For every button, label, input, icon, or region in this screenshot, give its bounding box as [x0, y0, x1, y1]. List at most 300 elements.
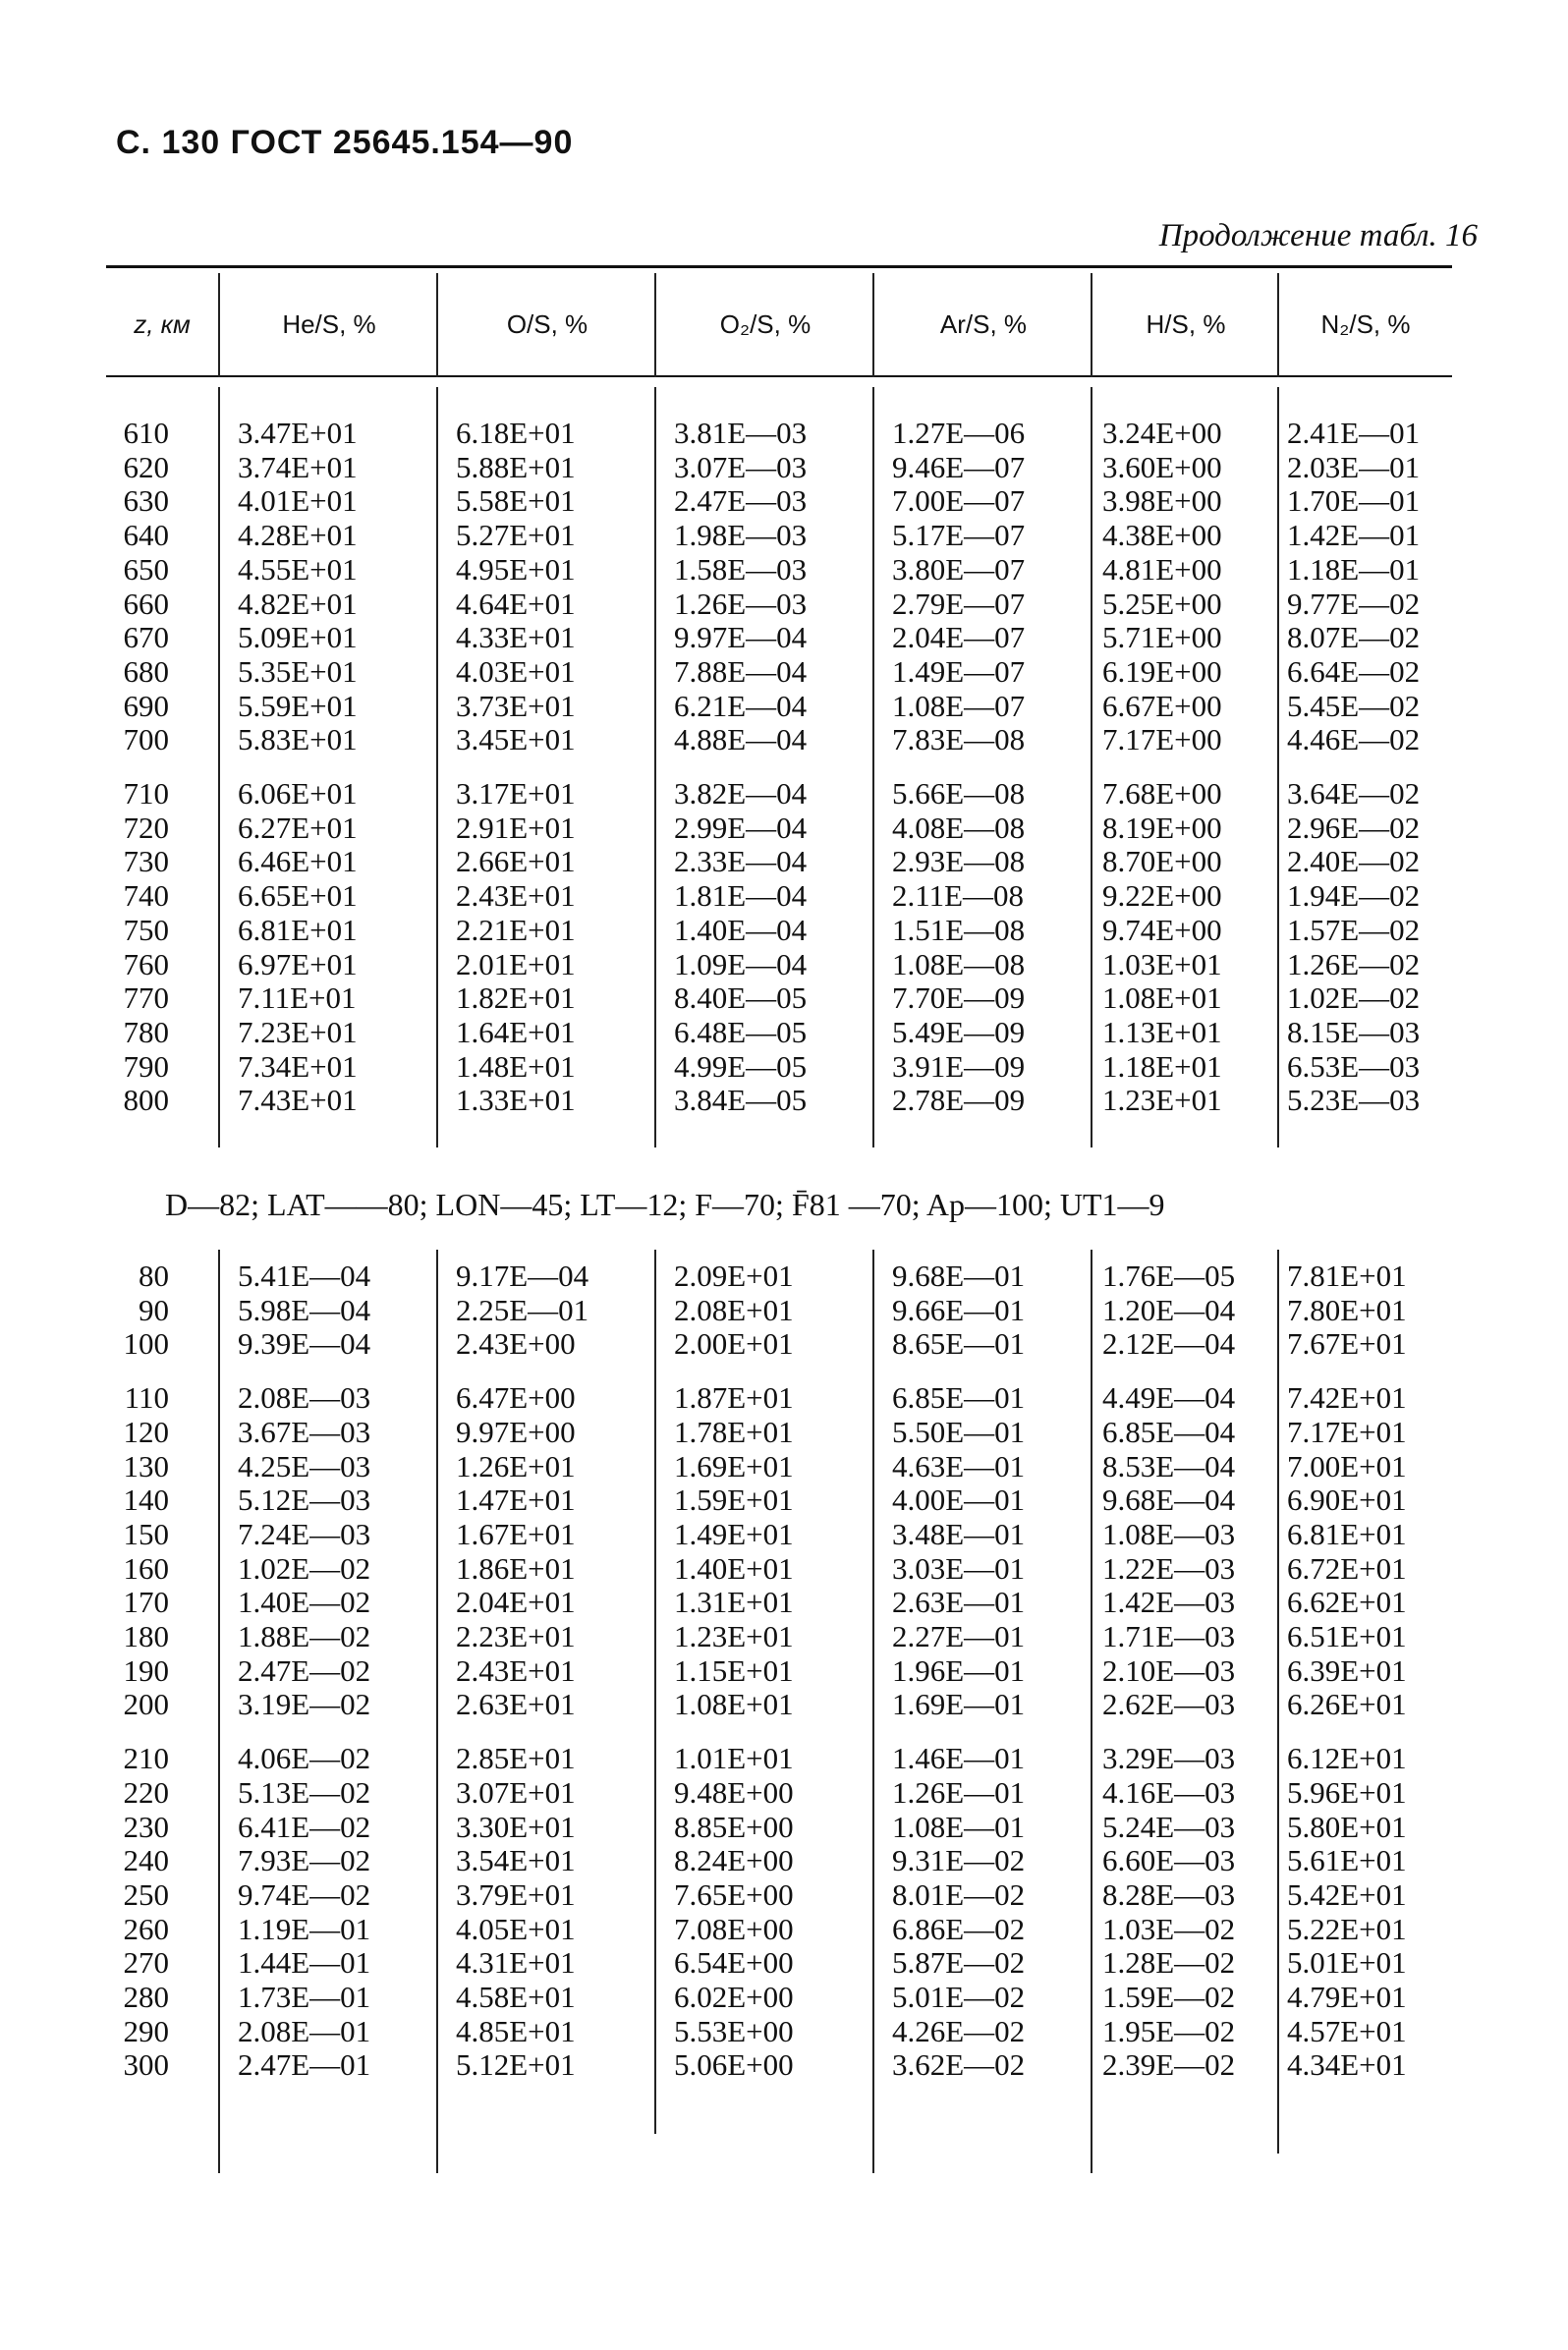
altitude-cell: 660 [123, 586, 169, 621]
o2-cell: 7.08E+00 [674, 1911, 794, 1946]
altitude-cell: 780 [123, 1014, 169, 1049]
he-cell: 5.35E+01 [238, 653, 358, 689]
o-cell: 4.05E+01 [456, 1911, 576, 1946]
h-cell: 8.28E—03 [1102, 1876, 1236, 1912]
ar-cell: 7.70E—09 [892, 980, 1026, 1016]
h-cell: 9.68E—04 [1102, 1483, 1236, 1518]
n2-cell: 1.70E—01 [1287, 483, 1421, 519]
n2-cell: 1.57E—02 [1287, 912, 1421, 947]
o2-cell: 8.85E+00 [674, 1809, 794, 1844]
o-cell: 2.23E+01 [456, 1619, 576, 1653]
he-cell: 1.02E—02 [238, 1550, 371, 1586]
col-divider [1277, 1250, 1279, 2154]
n2-cell: 2.03E—01 [1287, 449, 1421, 484]
ar-cell: 5.50E—01 [892, 1414, 1026, 1449]
h-cell: 6.19E+00 [1102, 653, 1222, 689]
altitude-cell: 270 [123, 1945, 169, 1981]
he-cell: 1.88E—02 [238, 1619, 371, 1653]
n2-cell: 5.42E+01 [1287, 1876, 1407, 1912]
altitude-cell: 180 [123, 1619, 169, 1653]
o-cell: 3.79E+01 [456, 1876, 576, 1912]
o2-cell: 4.99E—05 [674, 1048, 808, 1084]
ar-cell: 2.63E—01 [892, 1585, 1026, 1620]
h-cell: 1.42E—03 [1102, 1585, 1236, 1620]
o-cell: 2.91E+01 [456, 810, 576, 845]
o2-cell: 2.09E+01 [674, 1259, 794, 1293]
ar-cell: 3.62E—02 [892, 2047, 1026, 2083]
altitude-cell: 730 [123, 844, 169, 879]
altitude-cell: 230 [123, 1809, 169, 1844]
ar-cell: 2.27E—01 [892, 1619, 1026, 1653]
h-cell: 5.71E+00 [1102, 620, 1222, 655]
n2-cell: 6.12E+01 [1287, 1741, 1407, 1776]
o-cell: 4.95E+01 [456, 551, 576, 587]
altitude-cell: 760 [123, 946, 169, 981]
altitude-cell: 280 [123, 1980, 169, 2014]
he-cell: 6.65E+01 [238, 878, 358, 914]
altitude-cell: 690 [123, 688, 169, 723]
he-cell: 9.39E—04 [238, 1326, 371, 1362]
n2-cell: 2.96E—02 [1287, 810, 1421, 845]
n2-cell: 7.00E+01 [1287, 1448, 1407, 1483]
ar-cell: 7.00E—07 [892, 483, 1026, 519]
h-cell: 2.62E—03 [1102, 1687, 1236, 1722]
he-cell: 4.28E+01 [238, 518, 358, 553]
h-cell: 3.60E+00 [1102, 449, 1222, 484]
o2-cell: 1.31E+01 [674, 1585, 794, 1620]
altitude-cell: 670 [123, 620, 169, 655]
altitude-cell: 190 [123, 1652, 169, 1688]
ar-cell: 1.26E—01 [892, 1774, 1026, 1810]
o2-cell: 7.65E+00 [674, 1876, 794, 1912]
altitude-cell: 90 [139, 1292, 169, 1327]
ar-cell: 1.46E—01 [892, 1741, 1026, 1776]
he-cell: 3.19E—02 [238, 1687, 371, 1722]
o-cell: 4.64E+01 [456, 586, 576, 621]
o2-cell: 1.87E+01 [674, 1380, 794, 1416]
ar-cell: 5.87E—02 [892, 1945, 1026, 1981]
o-cell: 2.43E+01 [456, 1652, 576, 1688]
o2-cell: 6.21E—04 [674, 688, 808, 723]
he-cell: 5.09E+01 [238, 620, 358, 655]
h-cell: 4.81E+00 [1102, 551, 1222, 587]
o2-cell: 1.26E—03 [674, 586, 808, 621]
h-cell: 3.24E+00 [1102, 416, 1222, 450]
o2-cell: 2.00E+01 [674, 1326, 794, 1362]
he-cell: 1.40E—02 [238, 1585, 371, 1620]
ar-cell: 9.66E—01 [892, 1292, 1026, 1327]
he-cell: 4.55E+01 [238, 551, 358, 587]
col-divider [1091, 387, 1092, 1147]
n2-cell: 1.42E—01 [1287, 518, 1421, 553]
h-cell: 3.98E+00 [1102, 483, 1222, 519]
ar-cell: 5.17E—07 [892, 518, 1026, 553]
ar-cell: 3.91E—09 [892, 1048, 1026, 1084]
he-cell: 2.08E—01 [238, 2013, 371, 2048]
o-cell: 1.33E+01 [456, 1083, 576, 1118]
altitude-cell: 800 [123, 1083, 169, 1118]
o-cell: 2.21E+01 [456, 912, 576, 947]
he-cell: 6.46E+01 [238, 844, 358, 879]
n2-cell: 6.64E—02 [1287, 653, 1421, 689]
o2-cell: 2.47E—03 [674, 483, 808, 519]
o2-cell: 1.98E—03 [674, 518, 808, 553]
col-divider [872, 1250, 874, 2173]
ar-cell: 9.46E—07 [892, 449, 1026, 484]
h-cell: 5.25E+00 [1102, 586, 1222, 621]
altitude-cell: 130 [123, 1448, 169, 1483]
o-cell: 3.45E+01 [456, 722, 576, 757]
o-cell: 4.31E+01 [456, 1945, 576, 1981]
o2-cell: 1.58E—03 [674, 551, 808, 587]
he-cell: 7.34E+01 [238, 1048, 358, 1084]
h-cell: 5.24E—03 [1102, 1809, 1236, 1844]
o-cell: 4.58E+01 [456, 1980, 576, 2014]
o2-cell: 7.88E—04 [674, 653, 808, 689]
h-cell: 1.03E+01 [1102, 946, 1222, 981]
h-cell: 1.08E+01 [1102, 980, 1222, 1016]
ar-cell: 4.26E—02 [892, 2013, 1026, 2048]
n2-cell: 2.40E—02 [1287, 844, 1421, 879]
h-cell: 8.19E+00 [1102, 810, 1222, 845]
ar-cell: 5.66E—08 [892, 776, 1026, 811]
column-headers [0, 295, 1568, 354]
o2-cell: 1.09E—04 [674, 946, 808, 981]
ar-cell: 6.86E—02 [892, 1911, 1026, 1946]
header-o: O/S, % [506, 309, 588, 339]
o-cell: 2.01E+01 [456, 946, 576, 981]
altitude-cell: 680 [123, 653, 169, 689]
altitude-cell: 110 [124, 1380, 169, 1416]
he-cell: 2.47E—02 [238, 1652, 371, 1688]
h-cell: 1.95E—02 [1102, 2013, 1236, 2048]
altitude-cell: 720 [123, 810, 169, 845]
col-divider [1277, 387, 1279, 1147]
h-cell: 1.76E—05 [1102, 1259, 1236, 1293]
o-cell: 4.85E+01 [456, 2013, 576, 2048]
o2-cell: 2.08E+01 [674, 1292, 794, 1327]
altitude-cell: 120 [123, 1414, 169, 1449]
h-cell: 1.22E—03 [1102, 1550, 1236, 1586]
o2-cell: 1.15E+01 [674, 1652, 794, 1688]
he-cell: 7.93E—02 [238, 1843, 371, 1878]
ar-cell: 1.69E—01 [892, 1687, 1026, 1722]
n2-cell: 6.62E+01 [1287, 1585, 1407, 1620]
o-cell: 5.88E+01 [456, 449, 576, 484]
he-cell: 7.23E+01 [238, 1014, 358, 1049]
n2-cell: 7.67E+01 [1287, 1326, 1407, 1362]
o2-cell: 1.59E+01 [674, 1483, 794, 1518]
top-rule [106, 265, 1452, 268]
col-divider [872, 273, 874, 377]
o-cell: 2.85E+01 [456, 1741, 576, 1776]
ar-cell: 2.93E—08 [892, 844, 1026, 879]
he-cell: 4.82E+01 [238, 586, 358, 621]
n2-cell: 6.39E+01 [1287, 1652, 1407, 1688]
altitude-cell: 200 [123, 1687, 169, 1722]
o2-cell: 8.40E—05 [674, 980, 808, 1016]
continuation-note: Продолжение табл. 16 [1158, 218, 1478, 253]
he-cell: 1.19E—01 [238, 1911, 371, 1946]
h-cell: 7.68E+00 [1102, 776, 1222, 811]
ar-cell: 3.48E—01 [892, 1516, 1026, 1551]
o-cell: 1.86E+01 [456, 1550, 576, 1586]
header-he: He/S, % [282, 309, 376, 339]
h-cell: 4.16E—03 [1102, 1774, 1236, 1810]
altitude-cell: 710 [123, 776, 169, 811]
ar-cell: 4.00E—01 [892, 1483, 1026, 1518]
o-cell: 2.04E+01 [456, 1585, 576, 1620]
n2-cell: 5.61E+01 [1287, 1843, 1407, 1878]
n2-cell: 7.17E+01 [1287, 1414, 1407, 1449]
h-cell: 8.53E—04 [1102, 1448, 1236, 1483]
he-cell: 6.27E+01 [238, 810, 358, 845]
he-cell: 5.59E+01 [238, 688, 358, 723]
n2-cell: 5.80E+01 [1287, 1809, 1407, 1844]
he-cell: 7.24E—03 [238, 1516, 371, 1551]
altitude-cell: 610 [123, 416, 169, 450]
o-cell: 5.58E+01 [456, 483, 576, 519]
he-cell: 4.01E+01 [238, 483, 358, 519]
o-cell: 1.48E+01 [456, 1048, 576, 1084]
o-cell: 2.25E—01 [456, 1292, 589, 1327]
h-cell: 2.12E—04 [1102, 1326, 1236, 1362]
n2-cell: 1.26E—02 [1287, 946, 1421, 981]
h-cell: 1.13E+01 [1102, 1014, 1222, 1049]
he-cell: 3.74E+01 [238, 449, 358, 484]
o2-cell: 1.40E+01 [674, 1550, 794, 1586]
o-cell: 4.33E+01 [456, 620, 576, 655]
o2-cell: 9.97E—04 [674, 620, 808, 655]
ar-cell: 9.31E—02 [892, 1843, 1026, 1878]
h-cell: 7.17E+00 [1102, 722, 1222, 757]
o2-cell: 3.07E—03 [674, 449, 808, 484]
ar-cell: 3.03E—01 [892, 1550, 1026, 1586]
o-cell: 6.18E+01 [456, 416, 576, 450]
altitude-cell: 620 [123, 449, 169, 484]
h-cell: 1.28E—02 [1102, 1945, 1236, 1981]
o2-cell: 3.82E—04 [674, 776, 808, 811]
he-cell: 1.73E—01 [238, 1980, 371, 2014]
he-cell: 5.98E—04 [238, 1292, 371, 1327]
ar-cell: 7.83E—08 [892, 722, 1026, 757]
o2-cell: 1.49E+01 [674, 1516, 794, 1551]
n2-cell: 4.46E—02 [1287, 722, 1421, 757]
o2-cell: 1.78E+01 [674, 1414, 794, 1449]
col-divider [654, 1250, 656, 2134]
h-cell: 6.60E—03 [1102, 1843, 1236, 1878]
altitude-cell: 770 [123, 980, 169, 1016]
altitude-cell: 740 [123, 878, 169, 914]
header-ar: Ar/S, % [939, 309, 1028, 339]
o-cell: 5.27E+01 [456, 518, 576, 553]
n2-cell: 6.90E+01 [1287, 1483, 1407, 1518]
altitude-cell: 630 [123, 483, 169, 519]
n2-cell: 1.94E—02 [1287, 878, 1421, 914]
altitude-cell: 790 [123, 1048, 169, 1084]
he-cell: 7.11E+01 [238, 980, 357, 1016]
n2-cell: 6.51E+01 [1287, 1619, 1407, 1653]
o2-cell: 6.54E+00 [674, 1945, 794, 1981]
o-cell: 3.73E+01 [456, 688, 576, 723]
n2-cell: 5.45E—02 [1287, 688, 1421, 723]
altitude-cell: 210 [123, 1741, 169, 1776]
he-cell: 5.41E—04 [238, 1259, 371, 1293]
ar-cell: 9.68E—01 [892, 1259, 1026, 1293]
header-h: H/S, % [1146, 309, 1226, 339]
he-cell: 9.74E—02 [238, 1876, 371, 1912]
ar-cell: 3.80E—07 [892, 551, 1026, 587]
n2-cell: 6.72E+01 [1287, 1550, 1407, 1586]
o-cell: 2.43E+00 [456, 1326, 576, 1362]
page-header: С. 130 ГОСТ 25645.154—90 [116, 124, 574, 161]
altitude-cell: 220 [123, 1774, 169, 1810]
n2-cell: 9.77E—02 [1287, 586, 1421, 621]
o2-cell: 2.99E—04 [674, 810, 808, 845]
n2-cell: 7.81E+01 [1287, 1259, 1407, 1293]
ar-cell: 2.04E—07 [892, 620, 1026, 655]
o-cell: 2.66E+01 [456, 844, 576, 879]
n2-cell: 6.53E—03 [1287, 1048, 1421, 1084]
n2-cell: 5.01E+01 [1287, 1945, 1407, 1981]
he-cell: 1.44E—01 [238, 1945, 371, 1981]
n2-cell: 8.15E—03 [1287, 1014, 1421, 1049]
n2-cell: 5.23E—03 [1287, 1083, 1421, 1118]
he-cell: 5.83E+01 [238, 722, 358, 757]
n2-cell: 1.18E—01 [1287, 551, 1421, 587]
n2-cell: 5.96E+01 [1287, 1774, 1407, 1810]
header-z: z, км [134, 309, 191, 339]
o-cell: 1.26E+01 [456, 1448, 576, 1483]
n2-cell: 4.57E+01 [1287, 2013, 1407, 2048]
h-cell: 6.85E—04 [1102, 1414, 1236, 1449]
altitude-cell: 260 [123, 1911, 169, 1946]
h-cell: 1.23E+01 [1102, 1083, 1222, 1118]
o-cell: 9.97E+00 [456, 1414, 576, 1449]
altitude-cell: 300 [123, 2047, 169, 2083]
n2-cell: 1.02E—02 [1287, 980, 1421, 1016]
altitude-cell: 140 [123, 1483, 169, 1518]
he-cell: 6.06E+01 [238, 776, 358, 811]
col-divider [436, 1250, 438, 2173]
o2-cell: 1.08E+01 [674, 1687, 794, 1722]
h-cell: 4.38E+00 [1102, 518, 1222, 553]
o2-cell: 6.02E+00 [674, 1980, 794, 2014]
h-cell: 2.10E—03 [1102, 1652, 1236, 1688]
he-cell: 6.97E+01 [238, 946, 358, 981]
o-cell: 3.54E+01 [456, 1843, 576, 1878]
he-cell: 4.06E—02 [238, 1741, 371, 1776]
altitude-cell: 250 [123, 1876, 169, 1912]
o2-cell: 1.23E+01 [674, 1619, 794, 1653]
h-cell: 2.39E—02 [1102, 2047, 1236, 2083]
ar-cell: 6.85E—01 [892, 1380, 1026, 1416]
o2-cell: 1.81E—04 [674, 878, 808, 914]
altitude-cell: 700 [123, 722, 169, 757]
n2-cell: 4.79E+01 [1287, 1980, 1407, 2014]
col-divider [872, 387, 874, 1147]
o-cell: 3.07E+01 [456, 1774, 576, 1810]
o-cell: 1.47E+01 [456, 1483, 576, 1518]
he-cell: 4.25E—03 [238, 1448, 371, 1483]
o-cell: 2.63E+01 [456, 1687, 576, 1722]
h-cell: 9.22E+00 [1102, 878, 1222, 914]
h-cell: 9.74E+00 [1102, 912, 1222, 947]
n2-cell: 7.42E+01 [1287, 1380, 1407, 1416]
altitude-cell: 290 [123, 2013, 169, 2048]
h-cell: 6.67E+00 [1102, 688, 1222, 723]
h-cell: 1.71E—03 [1102, 1619, 1236, 1653]
he-cell: 6.81E+01 [238, 912, 358, 947]
n2-cell: 2.41E—01 [1287, 416, 1421, 450]
o2-cell: 3.84E—05 [674, 1083, 808, 1118]
o-cell: 1.64E+01 [456, 1014, 576, 1049]
o2-cell: 5.06E+00 [674, 2047, 794, 2083]
h-cell: 3.29E—03 [1102, 1741, 1236, 1776]
altitude-cell: 750 [123, 912, 169, 947]
h-cell: 4.49E—04 [1102, 1380, 1236, 1416]
o-cell: 3.17E+01 [456, 776, 576, 811]
n2-cell: 3.64E—02 [1287, 776, 1421, 811]
ar-cell: 4.63E—01 [892, 1448, 1026, 1483]
he-cell: 3.47E+01 [238, 416, 358, 450]
o2-cell: 1.40E—04 [674, 912, 808, 947]
o2-cell: 6.48E—05 [674, 1014, 808, 1049]
header-rule [106, 375, 1452, 377]
col-divider [654, 273, 656, 377]
h-cell: 1.08E—03 [1102, 1516, 1236, 1551]
header-o2: O₂/S, % [719, 309, 812, 339]
he-cell: 2.08E—03 [238, 1380, 371, 1416]
n2-cell: 7.80E+01 [1287, 1292, 1407, 1327]
ar-cell: 8.65E—01 [892, 1326, 1026, 1362]
col-divider [654, 387, 656, 1147]
h-cell: 1.20E—04 [1102, 1292, 1236, 1327]
o-cell: 4.03E+01 [456, 653, 576, 689]
o-cell: 5.12E+01 [456, 2047, 576, 2083]
n2-cell: 4.34E+01 [1287, 2047, 1407, 2083]
header-n2: N₂/S, % [1320, 309, 1411, 339]
o2-cell: 8.24E+00 [674, 1843, 794, 1878]
o2-cell: 1.01E+01 [674, 1741, 794, 1776]
col-divider [218, 273, 220, 377]
n2-cell: 5.22E+01 [1287, 1911, 1407, 1946]
altitude-cell: 160 [123, 1550, 169, 1586]
ar-cell: 4.08E—08 [892, 810, 1026, 845]
col-divider [218, 1250, 220, 2173]
ar-cell: 2.79E—07 [892, 586, 1026, 621]
he-cell: 2.47E—01 [238, 2047, 371, 2083]
ar-cell: 5.49E—09 [892, 1014, 1026, 1049]
he-cell: 5.13E—02 [238, 1774, 371, 1810]
h-cell: 1.18E+01 [1102, 1048, 1222, 1084]
n2-cell: 6.26E+01 [1287, 1687, 1407, 1722]
o-cell: 6.47E+00 [456, 1380, 576, 1416]
o-cell: 2.43E+01 [456, 878, 576, 914]
he-cell: 7.43E+01 [238, 1083, 358, 1118]
ar-cell: 8.01E—02 [892, 1876, 1026, 1912]
he-cell: 3.67E—03 [238, 1414, 371, 1449]
altitude-cell: 100 [123, 1326, 169, 1362]
altitude-cell: 80 [139, 1259, 169, 1293]
o-cell: 1.82E+01 [456, 980, 576, 1016]
ar-cell: 5.01E—02 [892, 1980, 1026, 2014]
ar-cell: 1.51E—08 [892, 912, 1026, 947]
ar-cell: 1.49E—07 [892, 653, 1026, 689]
o2-cell: 4.88E—04 [674, 722, 808, 757]
o-cell: 1.67E+01 [456, 1516, 576, 1551]
o2-cell: 1.69E+01 [674, 1448, 794, 1483]
